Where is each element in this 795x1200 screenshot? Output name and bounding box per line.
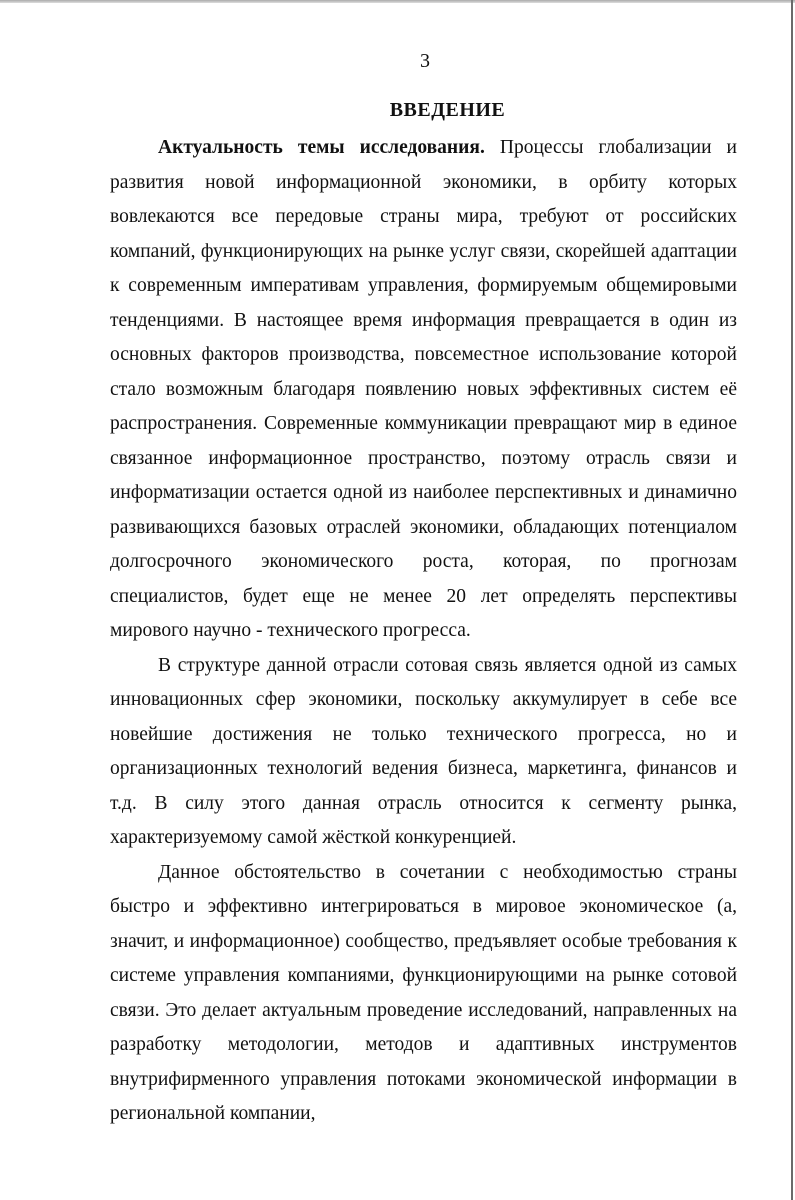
- page-title: ВВЕДЕНИЕ: [389, 99, 506, 121]
- paragraph-1: [110, 131, 737, 649]
- paragraph-2: [110, 649, 737, 856]
- paragraph-3: [110, 856, 737, 1132]
- paragraph-1-text: Процессы глобализации и развития новой информационной экономики, в орбиту которых вовлекаются все передовые страны мира, требуют от российских компаний, функционирующих на рынке услуг связи, скорейшей адаптации к современным императивам управления, формируемым общемировыми тенденциями. В настоящее время информация превращается в один из основных факторов производства, повсеместное использование которой стало возможным благодаря появлению новых эффективных систем её распространения. Современные коммуникации превращают мир в единое связанное информационное пространство, поэтому отрасль связи и информатизации остается одной из наиболее перспективных и динамично развивающихся базовых отраслей экономики, обладающих потенциалом долгосрочного экономического роста, которая, по прогнозам специалистов, будет еще не менее 20 лет определять перспективы мирового научно - технического прогресса.: [110, 137, 737, 641]
- scan-right-edge: [791, 0, 793, 1200]
- paragraph-3-text: Данное обстоятельство в сочетании с необходимостью страны быстро и эффективно интегрироваться в мировое экономическое (а, значит, и информационное) сообщество, предъявляет особые требования к системе управления компаниями, функционирующими на рынке сотовой связи. Это делает актуальным проведение исследований, направленных на разработку методологии, методов и адаптивных инструментов внутрифирменного управления потоками экономической информации в региональной компании,: [110, 861, 737, 1124]
- paragraph-2-text: В структуре данной отрасли сотовая связь является одной из самых инновационных сфер экономики, поскольку аккумулирует в себе все новейшие достижения не только технического прогресса, но и организационных технологий ведения бизнеса, маркетинга, финансов и т.д. В силу этого данная отрасль относится к сегменту рынка, характеризуемому самой жёсткой конкуренцией.: [110, 654, 737, 848]
- paragraph-1-lead: Актуальность темы исследования.: [158, 137, 485, 158]
- document-body: [110, 131, 737, 1132]
- scan-top-edge: [0, 0, 795, 3]
- page-number: 3: [420, 50, 430, 72]
